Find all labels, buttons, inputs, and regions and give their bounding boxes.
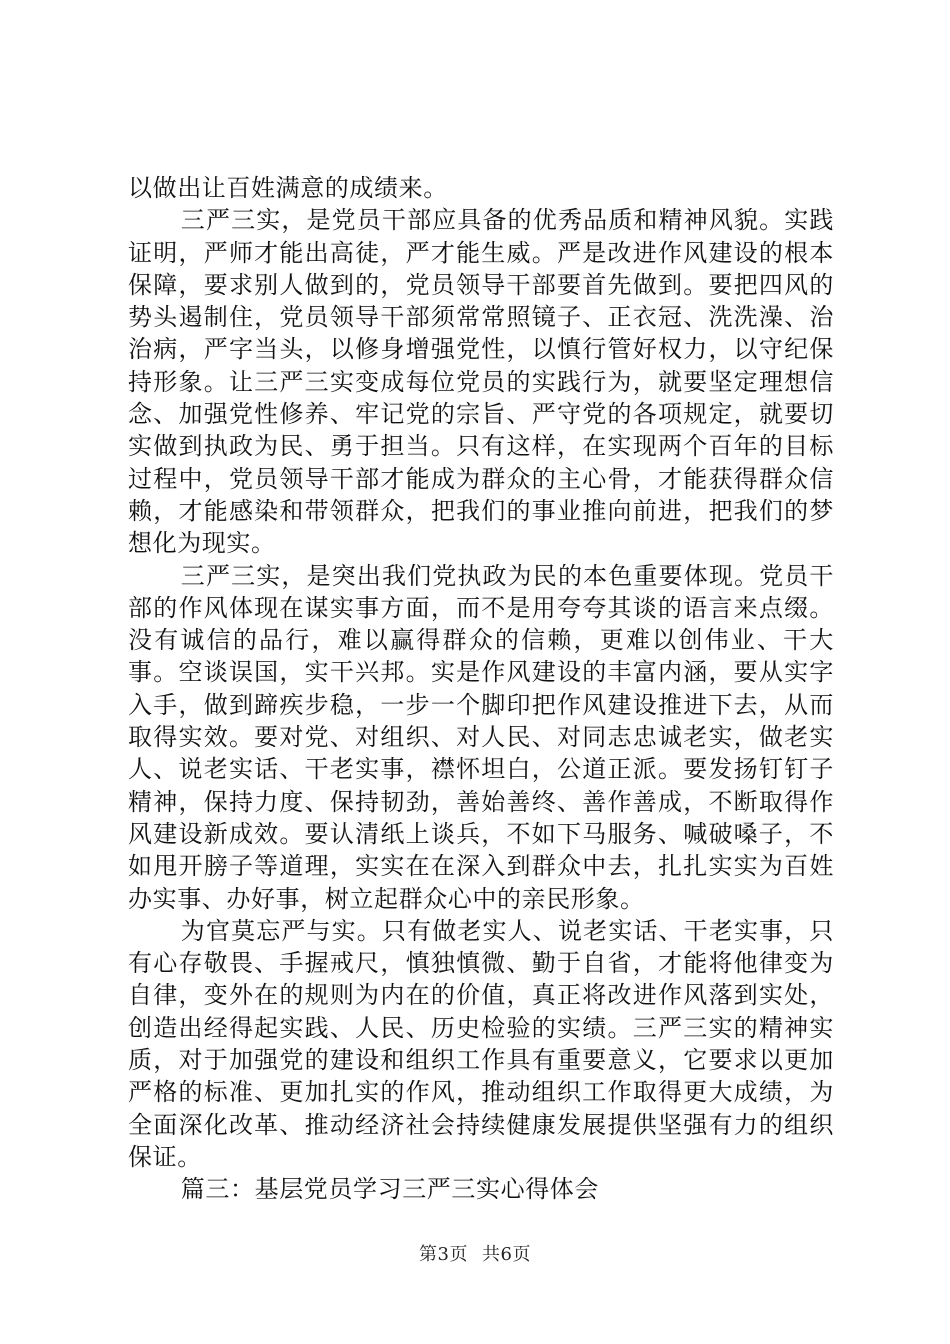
paragraph-conclusion: 为官莫忘严与实。只有做老实人、说老实话、干老实事，只有心存敬畏、手握戒尺，慎独慎微、勤于自省，才能将他律变为自律，变外在的规则为内在的价值，真正将改进作风落到实处，创造出经得起实践、人民、历史检验的实绩。三严三实的精神实质，对于加强党的建设和组织工作具有重要意义，它要求以更加严格的标准、更加扎实的作风，推动组织工作取得更大成绩，为全面深化改革、推动经济社会持续健康发展提供坚强有力的组织保证。	[128, 916, 834, 1171]
paragraph-continuation: 以做出让百姓满意的成绩来。	[128, 174, 448, 202]
page-total: 共6页	[482, 1244, 531, 1265]
page-footer	[0, 1243, 950, 1267]
section-heading-part-three: 篇三：基层党员学习三严三实心得体会	[180, 1175, 599, 1204]
paragraph-strict-section: 三严三实，是党员干部应具备的优秀品质和精神风貌。实践证明，严师才能出高徒，严才能生威。严是改进作风建设的根本保障，要求别人做到的，党员领导干部要首先做到。要把四风的势头遏制住，党员领导干部须常常照镜子、正衣冠、洗洗澡、治治病，严字当头，以修身增强党性，以慎行管好权力，以守纪保持形象。让三严三实变成每位党员的实践行为，就要坚定理想信念、加强党性修养、牢记党的宗旨、严守党的各项规定，就要切实做到执政为民、勇于担当。只有这样，在实现两个百年的目标过程中，党员领导干部才能成为群众的主心骨，才能获得群众信赖，才能感染和带领群众，把我们的事业推向前进，把我们的梦想化为现实。	[128, 206, 834, 558]
paragraph-practical-section: 三严三实，是突出我们党执政为民的本色重要体现。党员干部的作风体现在谋实事方面，而不是用夸夸其谈的语言来点缀。没有诚信的品行，难以赢得群众的信赖，更难以创伟业、干大事。空谈误国，实干兴邦。实是作风建设的丰富内涵，要从实字入手，做到蹄疾步稳，一步一个脚印把作风建设推进下去，从而取得实效。要对党、对组织、对人民、对同志忠诚老实，做老实人、说老实话、干老实事，襟怀坦白，公道正派。要发扬钉钉子精神，保持力度、保持韧劲，善始善终、善作善成，不断取得作风建设新成效。要认清纸上谈兵，不如下马服务、喊破嗓子，不如甩开膀子等道理，实实在在深入到群众中去，扎扎实实为百姓办实事、办好事，树立起群众心中的亲民形象。	[128, 561, 834, 913]
page-number: 第3页	[419, 1244, 468, 1265]
document-body	[128, 172, 834, 1206]
